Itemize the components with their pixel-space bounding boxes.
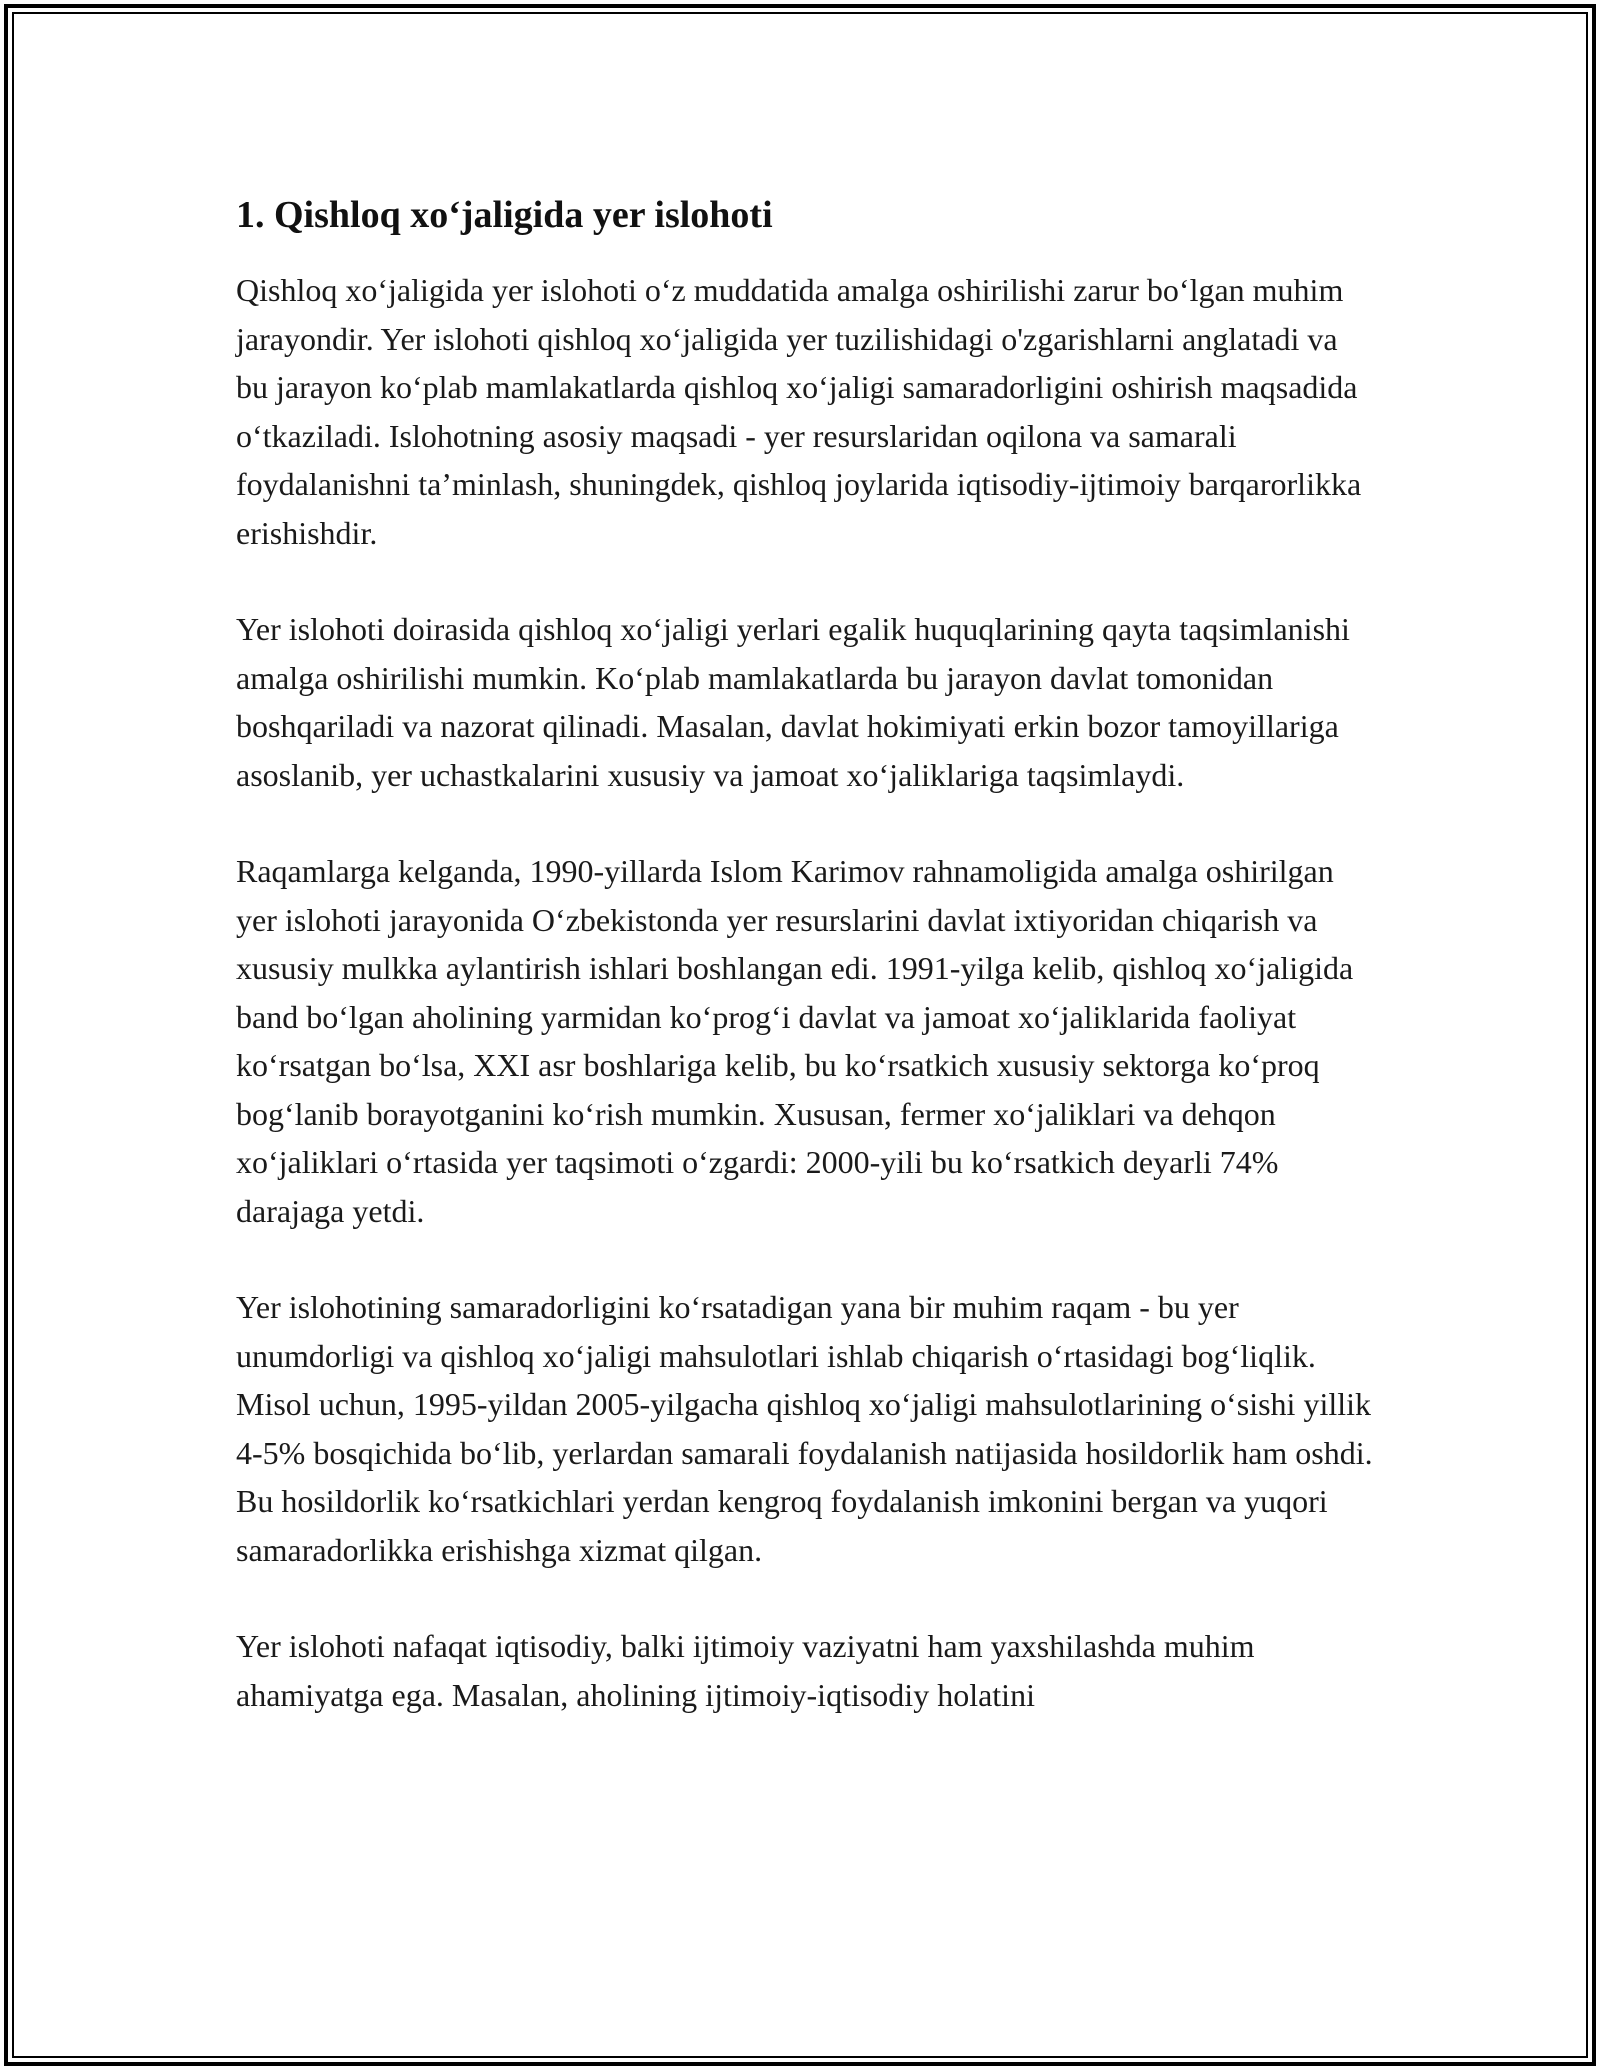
section-heading: 1. Qishloq xo‘jaligida yer islohoti — [236, 194, 773, 236]
paragraph-1: Qishloq xo‘jaligida yer islohoti o‘z muddatida amalga oshirilishi zarur bo‘lgan muhim jarayondir. Yer islohoti qishloq xo‘jaligida yer tuzilishidagi o'zgarishlarni anglatadi va bu jarayon ko‘plab mamlakatlarda qishloq xo‘jaligi samaradorligini oshirish maqsadida o‘tkaziladi. Islohotning asosiy maqsadi - yer resurslaridan oqilona va samarali foydalanishni ta’minlash, shuningdek, qishloq joylarida iqtisodiy-ijtimoiy barqarorlikka erishishdir. — [236, 272, 1362, 551]
paragraph-5: Yer islohoti nafaqat iqtisodiy, balki ijtimoiy vaziyatni ham yaxshilashda muhim ahamiyatga ega. Masalan, aholining ijtimoiy-iqtisodiy holatini — [236, 1628, 1255, 1713]
paragraph-3: Raqamlarga kelganda, 1990-yillarda Islom Karimov rahnamoligida amalga oshirilgan yer islohoti jarayonida O‘zbekistonda yer resurslarini davlat ixtiyoridan chiqarish va xususiy mulkka aylantirish ishlari boshlangan edi. 1991-yilga kelib, qishloq xo‘jaligida band bo‘lgan aholining yarmidan ko‘prog‘i davlat va jamoat xo‘jaliklarida faoliyat ko‘rsatgan bo‘lsa, XXI asr boshlariga kelib, bu ko‘rsatkich xususiy sektorga ko‘proq bog‘lanib borayotganini ko‘rish mumkin. Xususan, fermer xo‘jaliklari va dehqon xo‘jaliklari o‘rtasida yer taqsimoti o‘zgardi: 2000-yili bu ko‘rsatkich deyarli 74% darajaga yetdi. — [236, 853, 1354, 1229]
paragraph-2: Yer islohoti doirasida qishloq xo‘jaligi yerlari egalik huquqlarining qayta taqsimlanishi amalga oshirilishi mumkin. Ko‘plab mamlakatlarda bu jarayon davlat tomonidan boshqariladi va nazorat qilinadi. Masalan, davlat hokimiyati erkin bozor tamoyillariga asoslanib, yer uchastkalarini xususiy va jamoat xo‘jaliklariga taqsimlaydi. — [236, 611, 1350, 793]
document-body — [236, 190, 1376, 1767]
paragraph-4: Yer islohotining samaradorligini ko‘rsatadigan yana bir muhim raqam - bu yer unumdorligi va qishloq xo‘jaligi mahsulotlari ishlab chiqarish o‘rtasidagi bog‘liqlik. Misol uchun, 1995-yildan 2005-yilgacha qishloq xo‘jaligi mahsulotlarining o‘sishi yillik 4-5% bosqichida bo‘lib, yerlardan samarali foydalanish natijasida hosildorlik ham oshdi. Bu hosildorlik ko‘rsatkichlari yerdan kengroq foydalanish imkonini bergan va yuqori samaradorlikka erishishga xizmat qilgan. — [236, 1289, 1373, 1568]
